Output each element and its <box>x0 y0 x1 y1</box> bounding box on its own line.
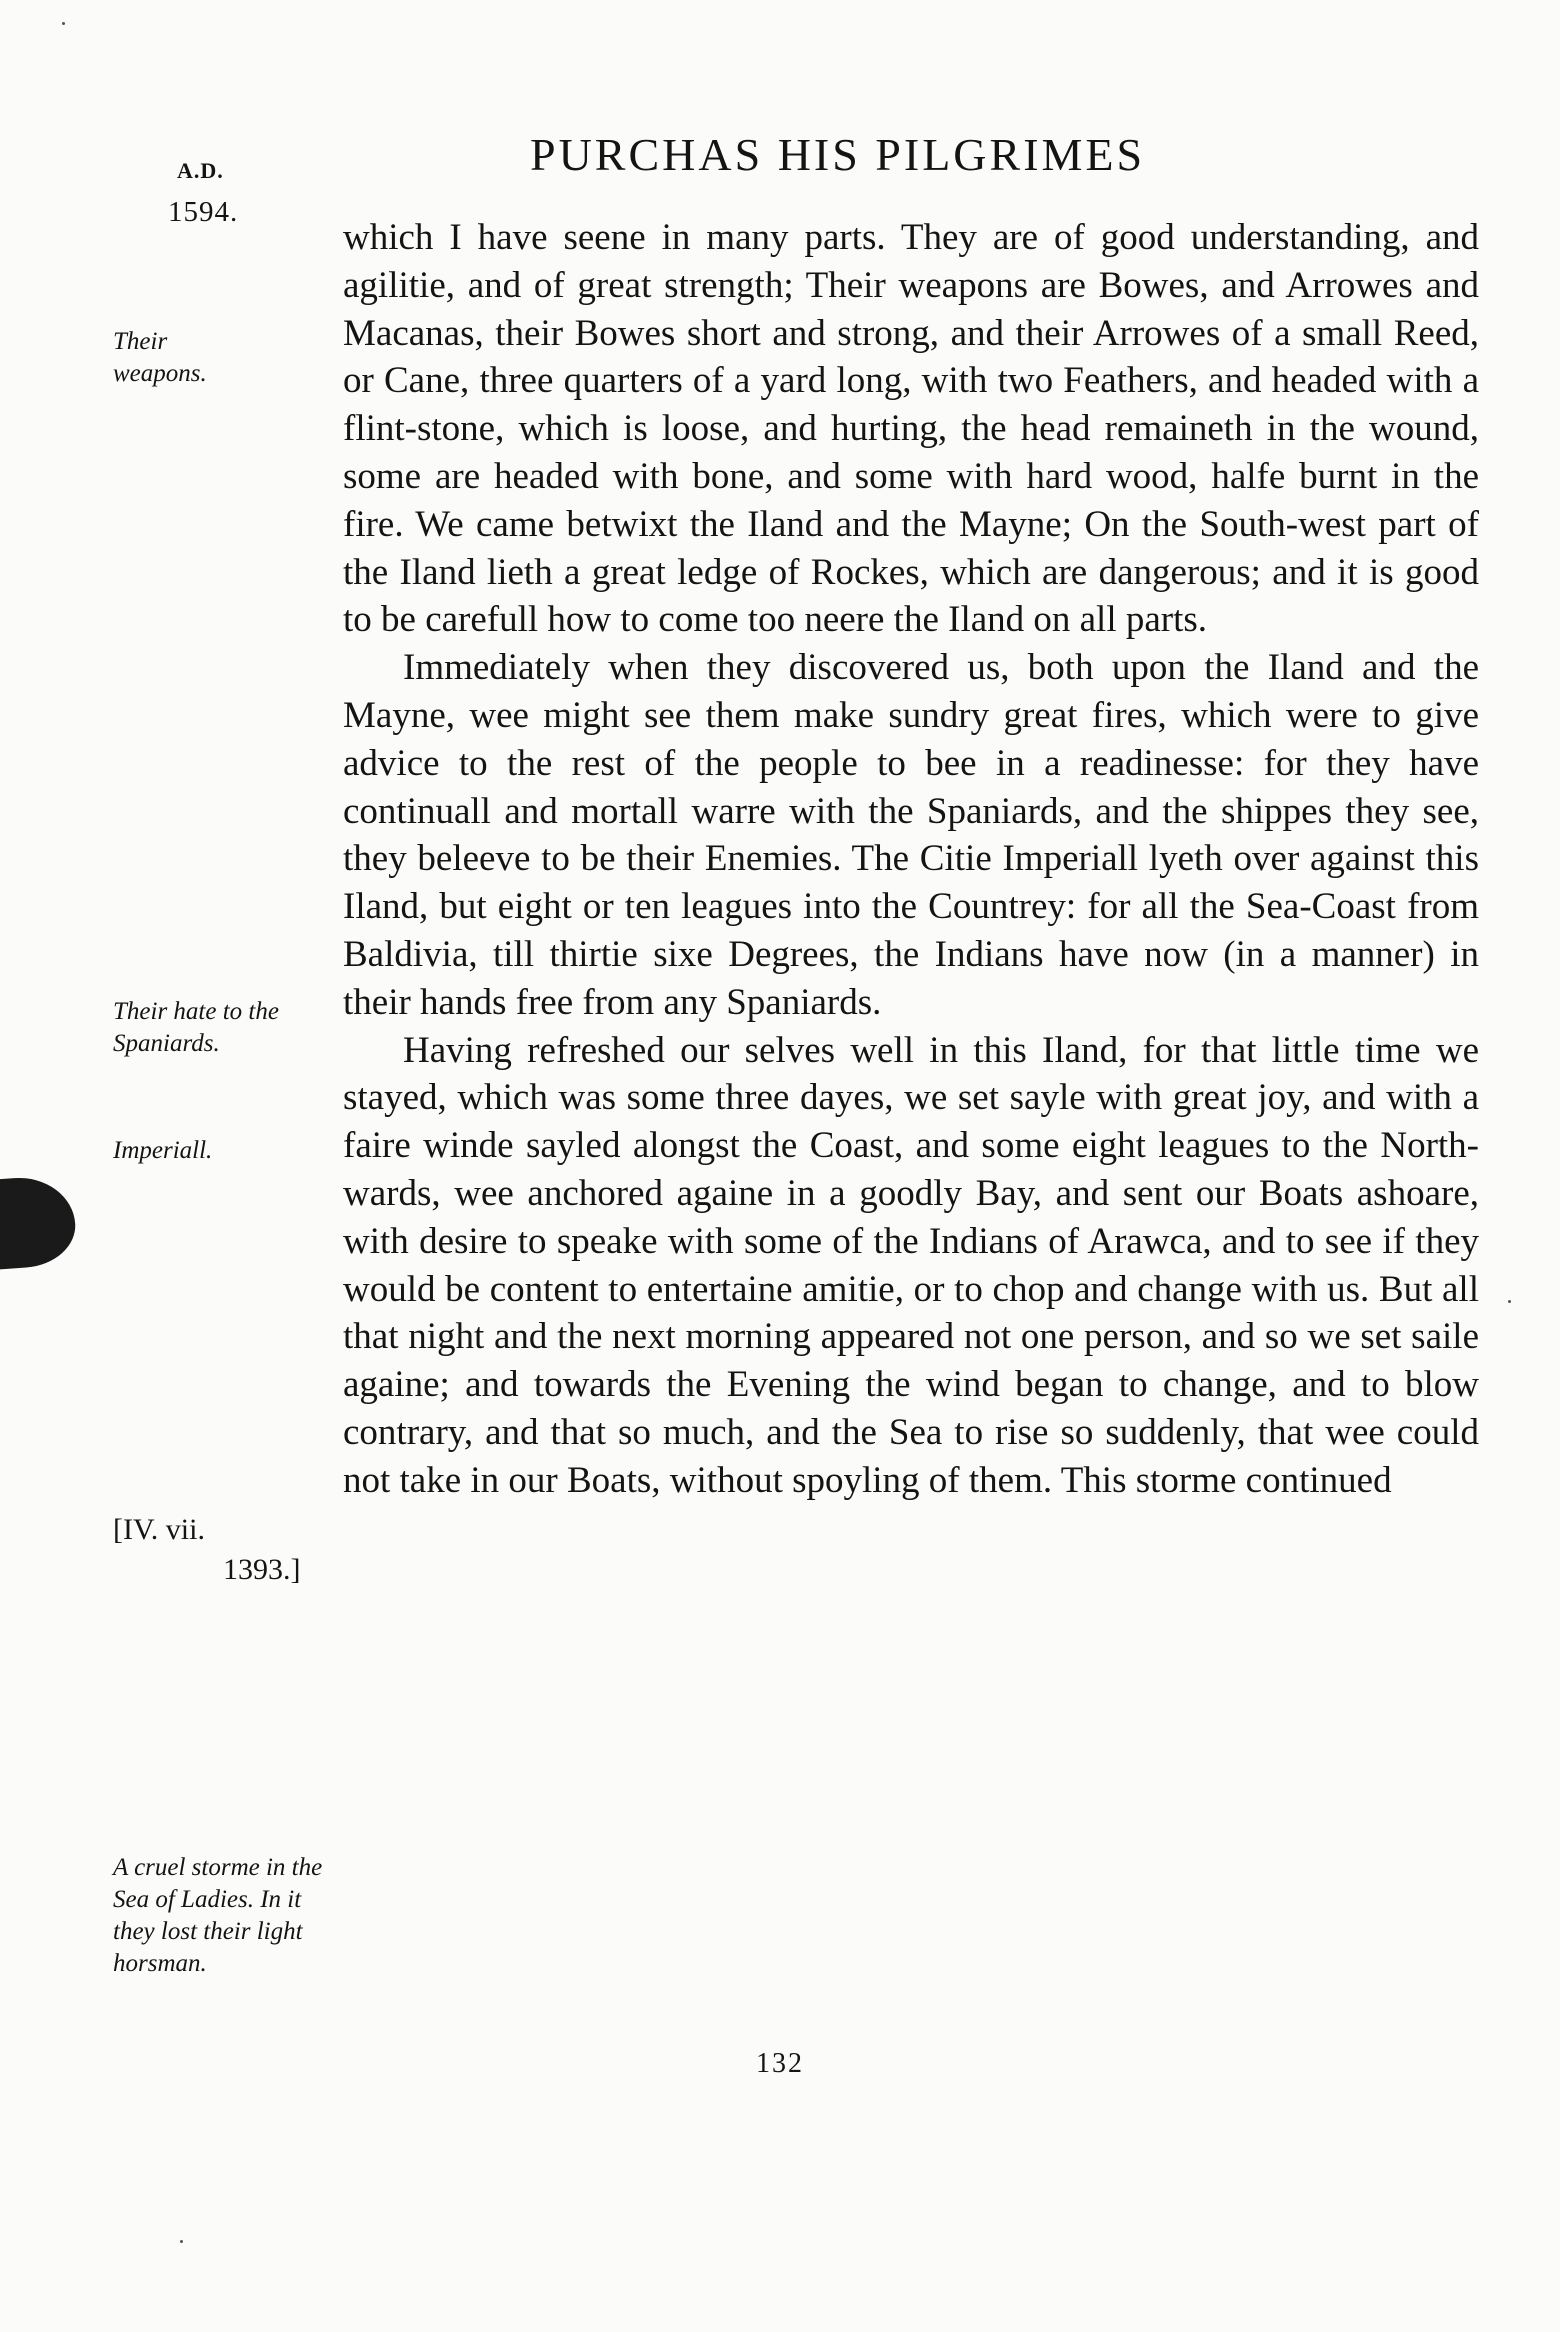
volume-ref: [IV. vii. <box>113 1513 205 1546</box>
page-number: 132 <box>756 2048 804 2079</box>
year-label: A.D. <box>177 158 224 183</box>
volume-page: 1393.] <box>223 1553 301 1586</box>
year: 1594. <box>168 196 239 228</box>
margin-note-imperiall: Imperiall. <box>113 1137 213 1164</box>
speck <box>180 2240 183 2243</box>
paragraph-3: Having refreshed our selves well in this Iland, for that little time we stayed, which was some three dayes, we set sayle with great joy, and with a faire winde sayled alongst the Coast, and some eight leagues to the North-wards, wee anchored againe in a goodly Bay, and sent our Boats ashoare, with desire to speake with some of the Indians of Arawca, and to see if they would be content to entertaine amitie, or to chop and change with us. But all that night and the next morning appeared not one person, and so we set saile againe; and towards the Evening the wind began to change, and to blow contrary, and that so much, and the Sea to rise so suddenly, that wee could not take in our Boats, without spoyling of them. This storme continued <box>343 1029 1479 1501</box>
speck <box>1508 1300 1511 1303</box>
paragraph-1: which I have seene in many parts. They are of good understanding, and agilitie, and of great strength; Their weapons are Bowes, and Arrowes and Macanas, their Bowes short and strong, and their Arrowes of a small Reed, or Cane, three quarters of a yard long, with two Feathers, and headed with a flint-stone, which is loose, and hurting, the head remaineth in the wound, some are headed with bone, and some with hard wood, halfe burnt in the fire. We came betwixt the Iland and the Mayne; On the South-west part of the Iland lieth a great ledge of Rockes, which are dangerous; and it is good to be carefull how to come too neere the Iland on all parts. <box>343 217 1479 641</box>
margin-note-hate: Their hate to the Spaniards. <box>113 998 279 1057</box>
body-text <box>343 214 1479 1505</box>
page-title: PURCHAS HIS PILGRIMES <box>530 129 1146 180</box>
thumb-shadow <box>0 1174 78 1272</box>
paragraph-2: Immediately when they discovered us, both upon the Iland and the Mayne, wee might see them make sundry great fires, which were to give advice to the rest of the people to bee in a readinesse: for they have continuall and mortall warre with the Spaniards, and the shippes they see, they beleeve to be their Enemies. The Citie Imperiall lyeth over against this Iland, but eight or ten leagues into the Countrey: for all the Sea-Coast from Baldivia, till thirtie sixe Degrees, the Indians have now (in a manner) in their hands free from any Spaniards. <box>343 647 1479 1023</box>
margin-note-storm: A cruel storme in the Sea of Ladies. In it they lost their light horsman. <box>113 1854 323 1977</box>
speck <box>62 22 65 25</box>
margin-note-weapons: Their weapons. <box>113 328 207 387</box>
margin-note-volume <box>113 1510 301 1590</box>
